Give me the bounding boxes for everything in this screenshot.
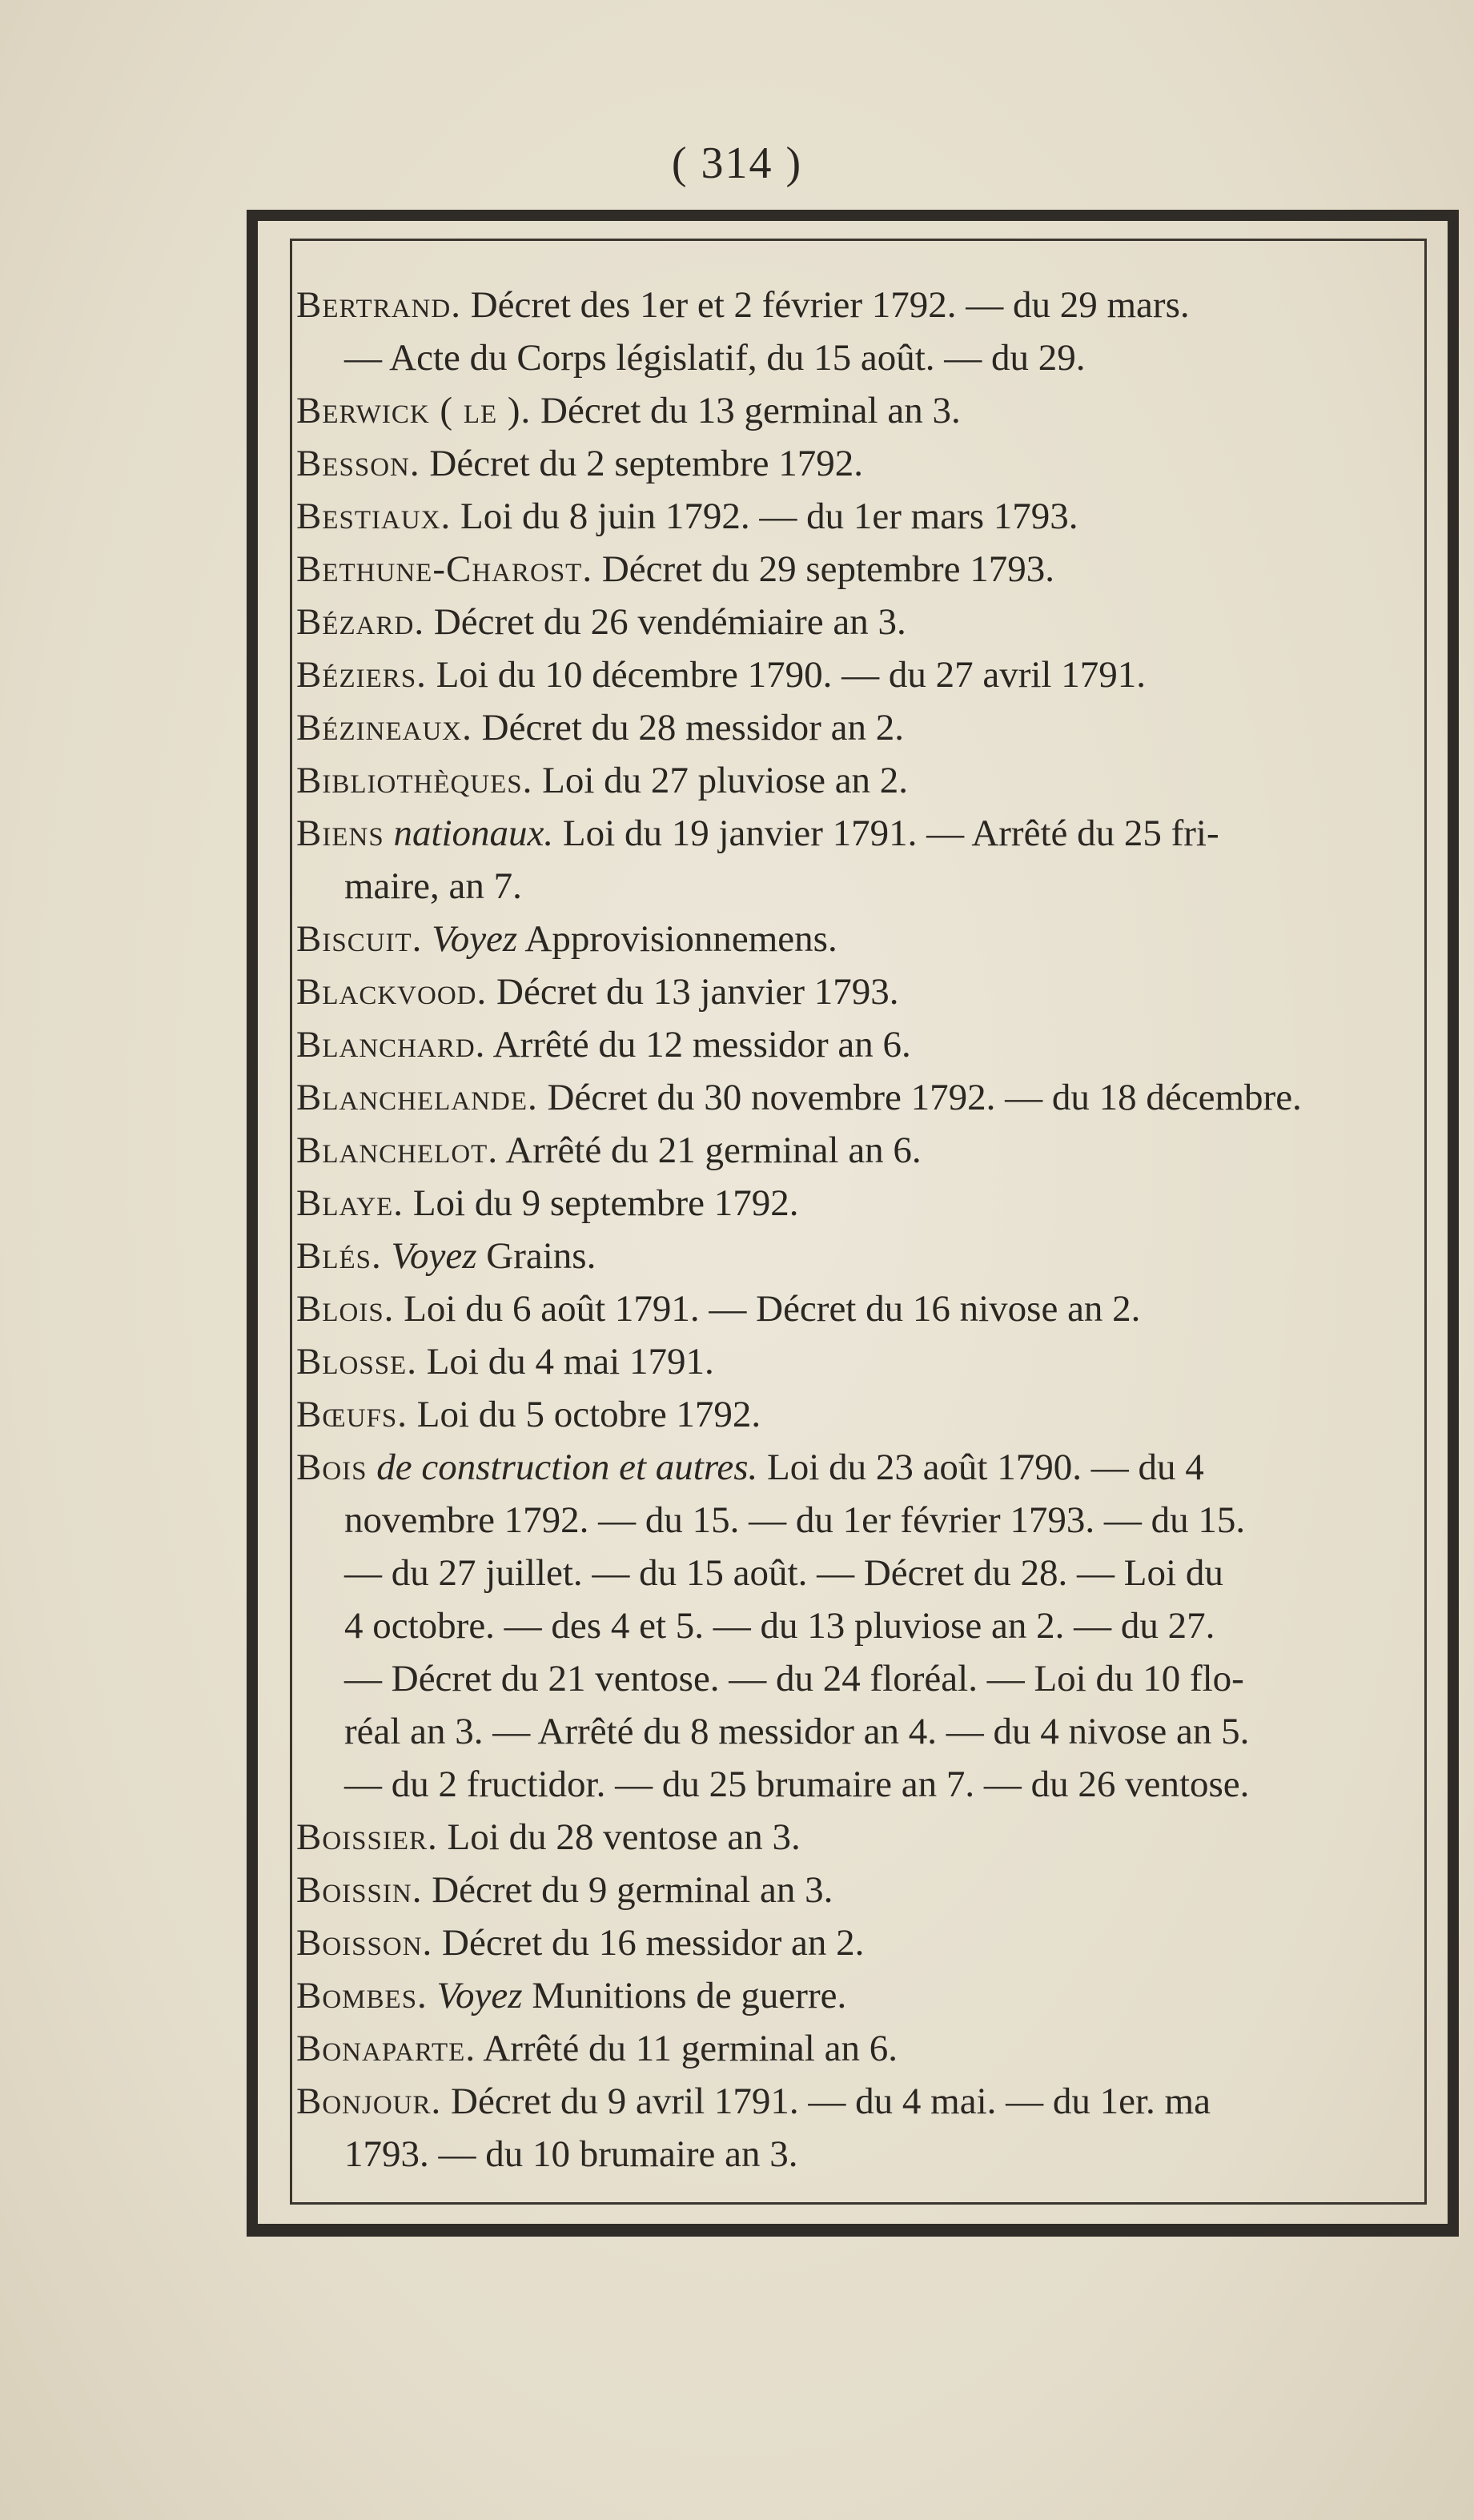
entry-text: Arrêté du 12 messidor an 6. [492, 1024, 911, 1065]
entry-italic: Voyez [391, 1235, 477, 1277]
entry-heading: Biens [296, 813, 384, 854]
entry-text: Grains. [486, 1235, 596, 1277]
entry-heading: Bézard. [296, 601, 425, 643]
entry-continuation: — Acte du Corps législatif, du 15 août. — du 29. [344, 337, 1086, 379]
entry-italic: nationaux. [393, 813, 554, 854]
entry-text: Décret du 26 vendémiaire an 3. [433, 601, 906, 643]
entry-text: Décret du 13 germinal an 3. [540, 390, 961, 431]
entry-continuation: — Décret du 21 ventose. — du 24 floréal. — Loi du 10 flo- [344, 1658, 1244, 1699]
entry-heading: Bestiaux. [296, 496, 452, 537]
entry-heading: Blanchelande. [296, 1077, 538, 1118]
entry-heading: Boissier. [296, 1816, 438, 1858]
index-entry [296, 1969, 1433, 2022]
index-entry [296, 2022, 1433, 2075]
entry-heading: Boisson. [296, 1922, 433, 1964]
index-entry [296, 754, 1433, 807]
entry-text: Décret du 29 septembre 1793. [601, 548, 1054, 590]
entry-text: Loi du 27 pluviose an 2. [542, 760, 909, 801]
entry-text: Loi du 5 octobre 1792. [416, 1394, 761, 1435]
index-entry [296, 279, 1433, 384]
index-entry [296, 1388, 1433, 1441]
entry-italic: Voyez [436, 1975, 523, 2016]
entry-continuation: novembre 1792. — du 15. — du 1er février 1793. — du 15. [344, 1499, 1246, 1541]
entry-text: Décret du 13 janvier 1793. [496, 971, 899, 1013]
entry-heading: Blois. [296, 1288, 395, 1330]
entry-text: Décret du 30 novembre 1792. — du 18 décembre. [547, 1077, 1302, 1118]
index-entry [296, 648, 1433, 701]
entry-heading: Blackvood. [296, 971, 488, 1013]
index-entry [296, 1124, 1433, 1177]
entry-continuation: 1793. — du 10 brumaire an 3. [344, 2133, 798, 2175]
entry-heading: Blosse. [296, 1341, 417, 1382]
entry-text: Arrêté du 21 germinal an 6. [505, 1130, 922, 1171]
entry-heading: Boissin. [296, 1869, 423, 1911]
entry-text: Décret des 1er et 2 février 1792. — du 29 mars. [470, 284, 1190, 326]
index-entry [296, 965, 1433, 1018]
entry-text: Décret du 16 messidor an 2. [442, 1922, 865, 1964]
entry-heading: Blanchelot. [296, 1130, 499, 1171]
index-entry [296, 1018, 1433, 1071]
entry-heading: Berwick ( le ). [296, 390, 532, 431]
index-entry [296, 807, 1433, 913]
entry-text: Décret du 28 messidor an 2. [481, 707, 904, 748]
entry-text: Loi du 6 août 1791. — Décret du 16 nivose an 2. [404, 1288, 1141, 1330]
page-number: ( 314 ) [671, 138, 803, 188]
entry-text: Loi du 10 décembre 1790. — du 27 avril 1791. [436, 654, 1146, 696]
entry-text: Loi du 9 septembre 1792. [412, 1182, 799, 1224]
entry-text: Loi du 23 août 1790. — du 4 [767, 1447, 1204, 1488]
index-entry [296, 1811, 1433, 1864]
entry-heading: Bézineaux. [296, 707, 472, 748]
index-entry [296, 1282, 1433, 1335]
index-entry [296, 1335, 1433, 1388]
index-entry [296, 1071, 1433, 1124]
entry-heading: Blanchard. [296, 1024, 486, 1065]
entry-text: Loi du 4 mai 1791. [426, 1341, 714, 1382]
entry-text: Approvisionnemens. [524, 918, 837, 960]
entry-heading: Bombes. [296, 1975, 428, 2016]
index-entry [296, 1864, 1433, 1916]
entry-text: Loi du 8 juin 1792. — du 1er mars 1793. [460, 496, 1078, 537]
entry-text: Loi du 19 janvier 1791. — Arrêté du 25 fri- [562, 813, 1219, 854]
entry-heading: Blaye. [296, 1182, 404, 1224]
index-entry [296, 596, 1433, 648]
entry-italic: Voyez [432, 918, 518, 960]
index-entry [296, 437, 1433, 490]
entry-heading: Bonaparte. [296, 2028, 476, 2069]
entry-text: Munitions de guerre. [532, 1975, 847, 2016]
index-entry [296, 384, 1433, 437]
entry-heading: Bethune-Charost. [296, 548, 593, 590]
entry-continuation: 4 octobre. — des 4 et 5. — du 13 pluviose an 2. — du 27. [344, 1605, 1215, 1647]
entry-text: Décret du 9 germinal an 3. [432, 1869, 833, 1911]
entry-text: Décret du 9 avril 1791. — du 4 mai. — du 1er. ma [451, 2081, 1211, 2122]
entry-heading: Bœufs. [296, 1394, 408, 1435]
index-entry [296, 543, 1433, 596]
entry-continuation: réal an 3. — Arrêté du 8 messidor an 4. — du 4 nivose an 5. [344, 1711, 1250, 1752]
entry-continuation: maire, an 7. [344, 865, 522, 907]
index-entry [296, 701, 1433, 754]
entry-continuation: — du 2 fructidor. — du 25 brumaire an 7. — du 26 ventose. [344, 1764, 1250, 1805]
index-entries [296, 279, 1433, 2181]
index-entry [296, 913, 1433, 965]
index-entry [296, 490, 1433, 543]
entry-text: Arrêté du 11 germinal an 6. [483, 2028, 898, 2069]
table-frame [247, 210, 1459, 2237]
index-entry [296, 2075, 1433, 2181]
entry-heading: Bonjour. [296, 2081, 442, 2122]
entry-italic: de construction et autres. [376, 1447, 758, 1488]
entry-heading: Bibliothèques. [296, 760, 533, 801]
entry-text: Décret du 2 septembre 1792. [429, 443, 864, 484]
entry-heading: Bois [296, 1447, 367, 1488]
entry-heading: Besson. [296, 443, 420, 484]
index-entry [296, 1230, 1433, 1282]
index-entry [296, 1177, 1433, 1230]
index-entry [296, 1441, 1433, 1811]
entry-heading: Béziers. [296, 654, 427, 696]
entry-text: Loi du 28 ventose an 3. [447, 1816, 801, 1858]
entry-heading: Bertrand. [296, 284, 461, 326]
entry-heading: Biscuit. [296, 918, 423, 960]
index-entry [296, 1916, 1433, 1969]
entry-continuation: — du 27 juillet. — du 15 août. — Décret du 28. — Loi du [344, 1552, 1223, 1594]
entry-heading: Blés. [296, 1235, 382, 1277]
